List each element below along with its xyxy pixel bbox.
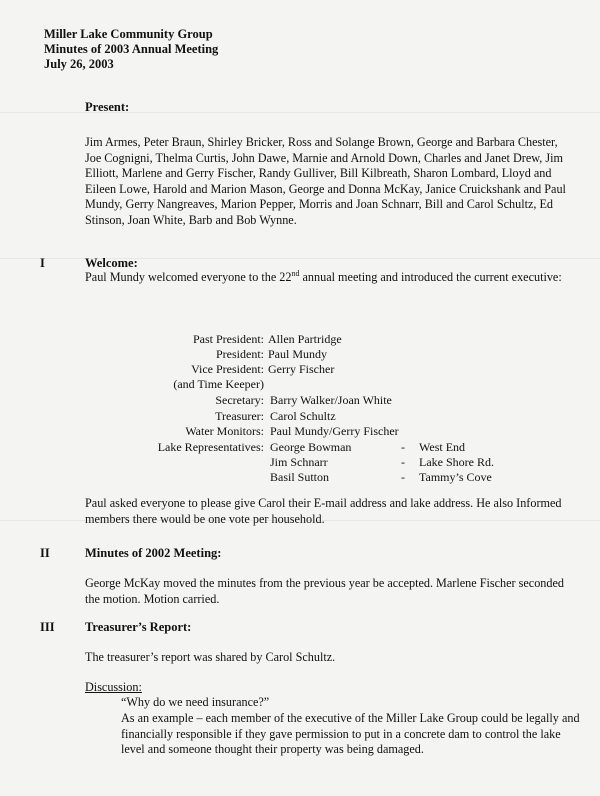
exec-name: Paul Mundy/Gerry Fischer (270, 424, 399, 438)
exec-role: Vice President: (191, 362, 264, 376)
ordinal-suffix: nd (291, 268, 300, 278)
exec-name: Paul Mundy (268, 347, 328, 361)
exec-name: Allen Partridge (268, 332, 342, 346)
lake-rep-name: Jim Schnarr (270, 455, 328, 469)
exec-role: President: (216, 347, 264, 361)
org-name: Miller Lake Community Group (44, 27, 213, 41)
welcome-closing: Paul asked everyone to please give Carol their E-mail address and lake address. He also Informed members there would be one vote per household. (85, 496, 562, 526)
exec-role: Water Monitors: (185, 424, 264, 438)
attendee-list: Jim Armes, Peter Braun, Shirley Bricker, Ross and Solange Brown, George and Barbara Chester, Joe Cognigni, Thelma Curtis, John Dawe, Marnie and Arnold Down, Charles and Janet Drew, Jim Elliott, Marlene and Gerry Fischer, Randy Gulliver, Bill Kilbreath, Sharon Lombard, Lloyd and Eileen Lowe, Harold and Marion Mason, George and Donna McKay, Janice Cruickshank and Paul Mundy, Gerry Nangreaves, Marion Pepper, Morris and Joan Schnarr, Bill and Carol Schultz, Ed Stinson, Joan White, Barb and Bob Wynne. (85, 135, 566, 227)
section-number: III (40, 620, 55, 634)
exec-role: Treasurer: (215, 409, 264, 423)
lake-rep-dash: - (401, 455, 405, 469)
welcome-intro (85, 270, 575, 286)
section-number: I (40, 256, 45, 270)
lake-rep-area: West End (419, 440, 466, 454)
lake-rep-area: Tammy’s Cove (419, 470, 492, 484)
discussion-question: “Why do we need insurance?” (121, 695, 270, 709)
exec-name: Barry Walker/Joan White (270, 393, 392, 407)
exec-role: Lake Representatives: (157, 440, 264, 454)
welcome-heading: Welcome: (85, 256, 138, 270)
welcome-text-a: Paul Mundy welcomed everyone to the 22 (85, 270, 292, 284)
minutes-heading: Minutes of 2002 Meeting: (85, 546, 222, 560)
discussion-answer: As an example – each member of the executive of the Miller Lake Group could be legally and financially responsible if they gave permission to put in a concrete dam to control the lake level and someone thought their property was being damaged. (121, 711, 580, 757)
lake-rep-name: George Bowman (270, 440, 352, 454)
present-heading: Present: (85, 100, 130, 114)
exec-name: Carol Schultz (270, 409, 336, 423)
exec-name: Gerry Fischer (268, 362, 335, 376)
discussion-label: Discussion: (85, 680, 142, 694)
exec-role-note: (and Time Keeper) (173, 377, 264, 391)
treasurer-heading: Treasurer’s Report: (85, 620, 192, 634)
document-title: Minutes of 2003 Annual Meeting (44, 42, 219, 56)
section-number: II (40, 546, 50, 560)
exec-role: Secretary: (215, 393, 264, 407)
minutes-text: George McKay moved the minutes from the previous year be accepted. Marlene Fischer seconded the motion. Motion carried. (85, 576, 564, 606)
meeting-date: July 26, 2003 (44, 57, 114, 71)
lake-rep-dash: - (401, 470, 405, 484)
exec-role: Past President: (193, 332, 264, 346)
lake-rep-area: Lake Shore Rd. (419, 455, 494, 469)
lake-rep-dash: - (401, 440, 405, 454)
lake-rep-name: Basil Sutton (270, 470, 330, 484)
welcome-text-b: annual meeting and introduced the current executive: (299, 270, 562, 284)
treasurer-text: The treasurer’s report was shared by Carol Schultz. (85, 650, 336, 664)
